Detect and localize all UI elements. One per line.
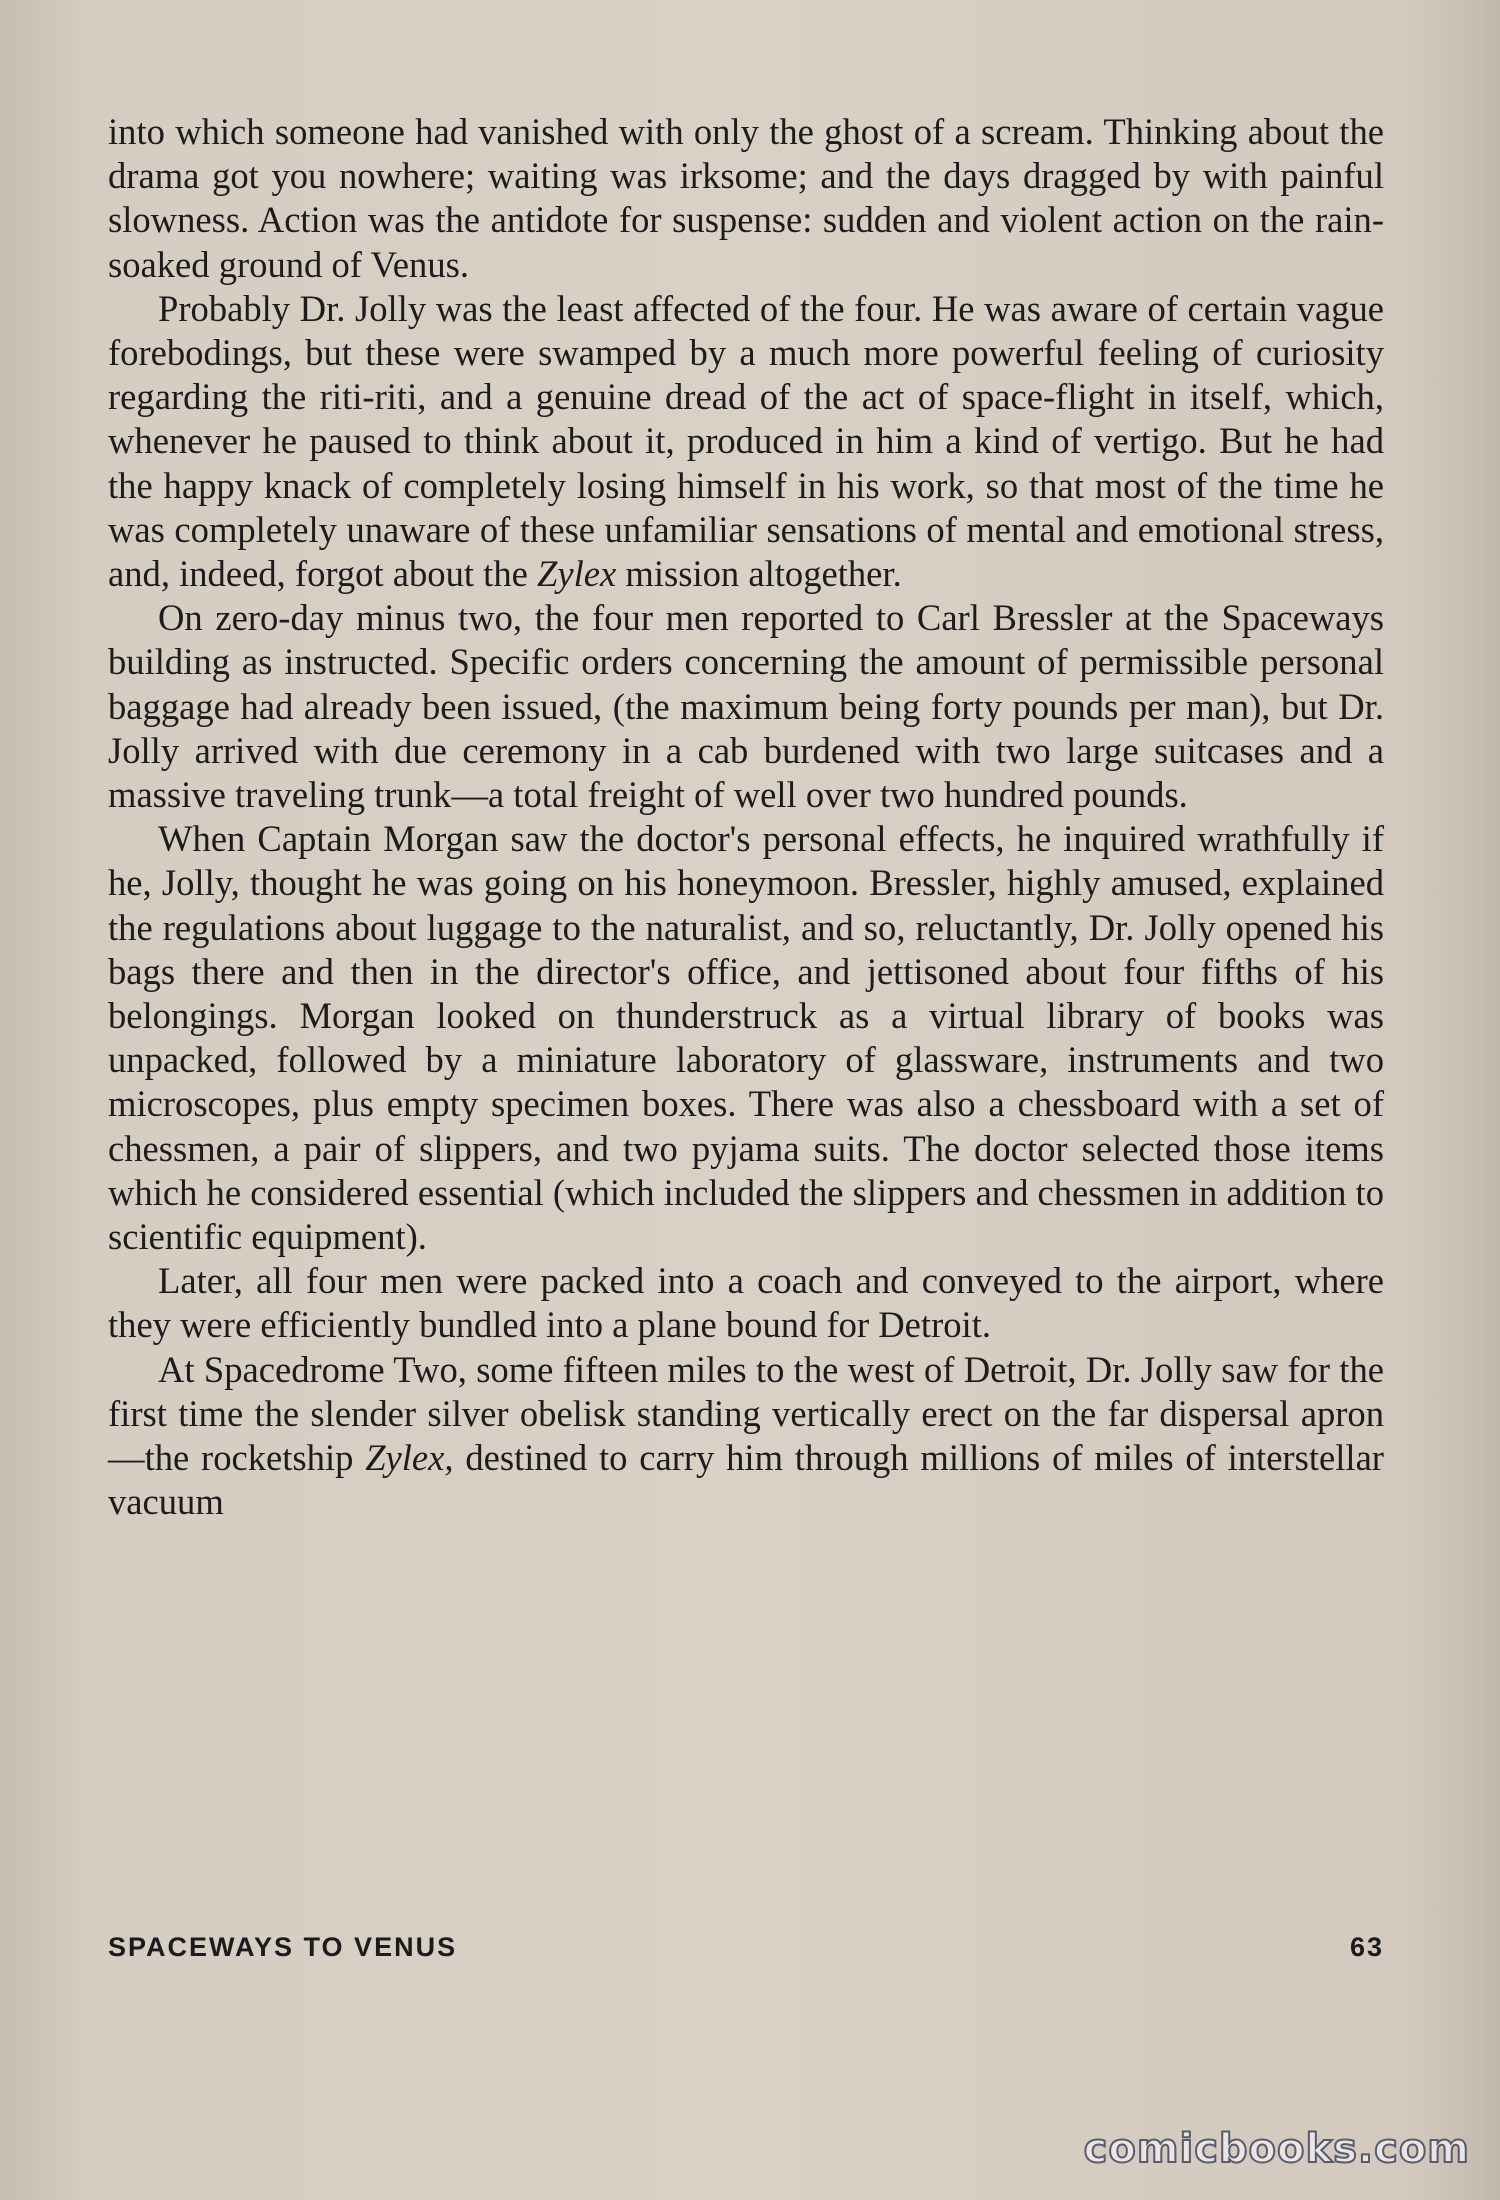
- paragraph-6: At Spacedrome Two, some fifteen miles to the west of Detroit, Dr. Jolly saw for the first time the slender silver obelisk standing vertically erect on the far dispersal apron—the rocketship Zylex, destined to carry him through millions of miles of interstellar vacuum: [108, 1348, 1384, 1523]
- ship-name: Zylex,: [365, 1437, 454, 1479]
- paragraph-1: into which someone had vanished with only the ghost of a scream. Thinking about the drama got you nowhere; waiting was irksome; and the days dragged by with painful slowness. Action was the antidote for suspense: sudden and violent action on the rain-soaked ground of Venus.: [108, 111, 1384, 285]
- paragraph-3: On zero-day minus two, the four men reported to Carl Bressler at the Spaceways building as instructed. Specific orders concerning the amount of permissible personal baggage had already been issued, (the maximum being forty pounds per man), but Dr. Jolly arrived with due ceremony in a cab burdened with two large suitcases and a massive traveling trunk—a total freight of well over two hundred pounds.: [108, 597, 1384, 816]
- body-text: [108, 110, 1384, 1525]
- running-title: SPACEWAYS TO VENUS: [108, 1932, 458, 1962]
- watermark-logo: comicbooks.com: [1083, 2126, 1470, 2172]
- paragraph-4: When Captain Morgan saw the doctor's personal effects, he inquired wrathfully if he, Jolly, thought he was going on his honeymoon. Bressler, highly amused, explained the regulations about luggage to the naturalist, and so, reluctantly, Dr. Jolly opened his bags there and then in the director's office, and jettisoned about four fifths of his belongings. Morgan looked on thunderstruck as a virtual library of books was unpacked, followed by a miniature laboratory of glassware, instruments and two microscopes, plus empty specimen boxes. There was also a chessboard with a set of chessmen, a pair of slippers, and two pyjama suits. The doctor selected those items which he considered essential (which included the slippers and chessmen in addition to scientific equipment).: [108, 818, 1384, 1258]
- ship-name: Zylex: [537, 553, 617, 595]
- paragraph-5: Later, all four men were packed into a coach and conveyed to the airport, where they were efficiently bundled into a plane bound for Detroit.: [108, 1260, 1384, 1346]
- page-footer: [108, 1932, 1384, 1963]
- page-number: 63: [1349, 1932, 1384, 1962]
- paragraph-2: Probably Dr. Jolly was the least affected of the four. He was aware of certain vague forebodings, but these were swamped by a much more powerful feeling of curiosity regarding the riti-riti, and a genuine dread of the act of space-flight in itself, which, whenever he paused to think about it, produced in him a kind of vertigo. But he had the happy knack of completely losing himself in his work, so that most of the time he was completely unaware of these unfamiliar sensations of mental and emotional stress, and, indeed, forgot about the Zylex mission altogether.: [108, 287, 1384, 595]
